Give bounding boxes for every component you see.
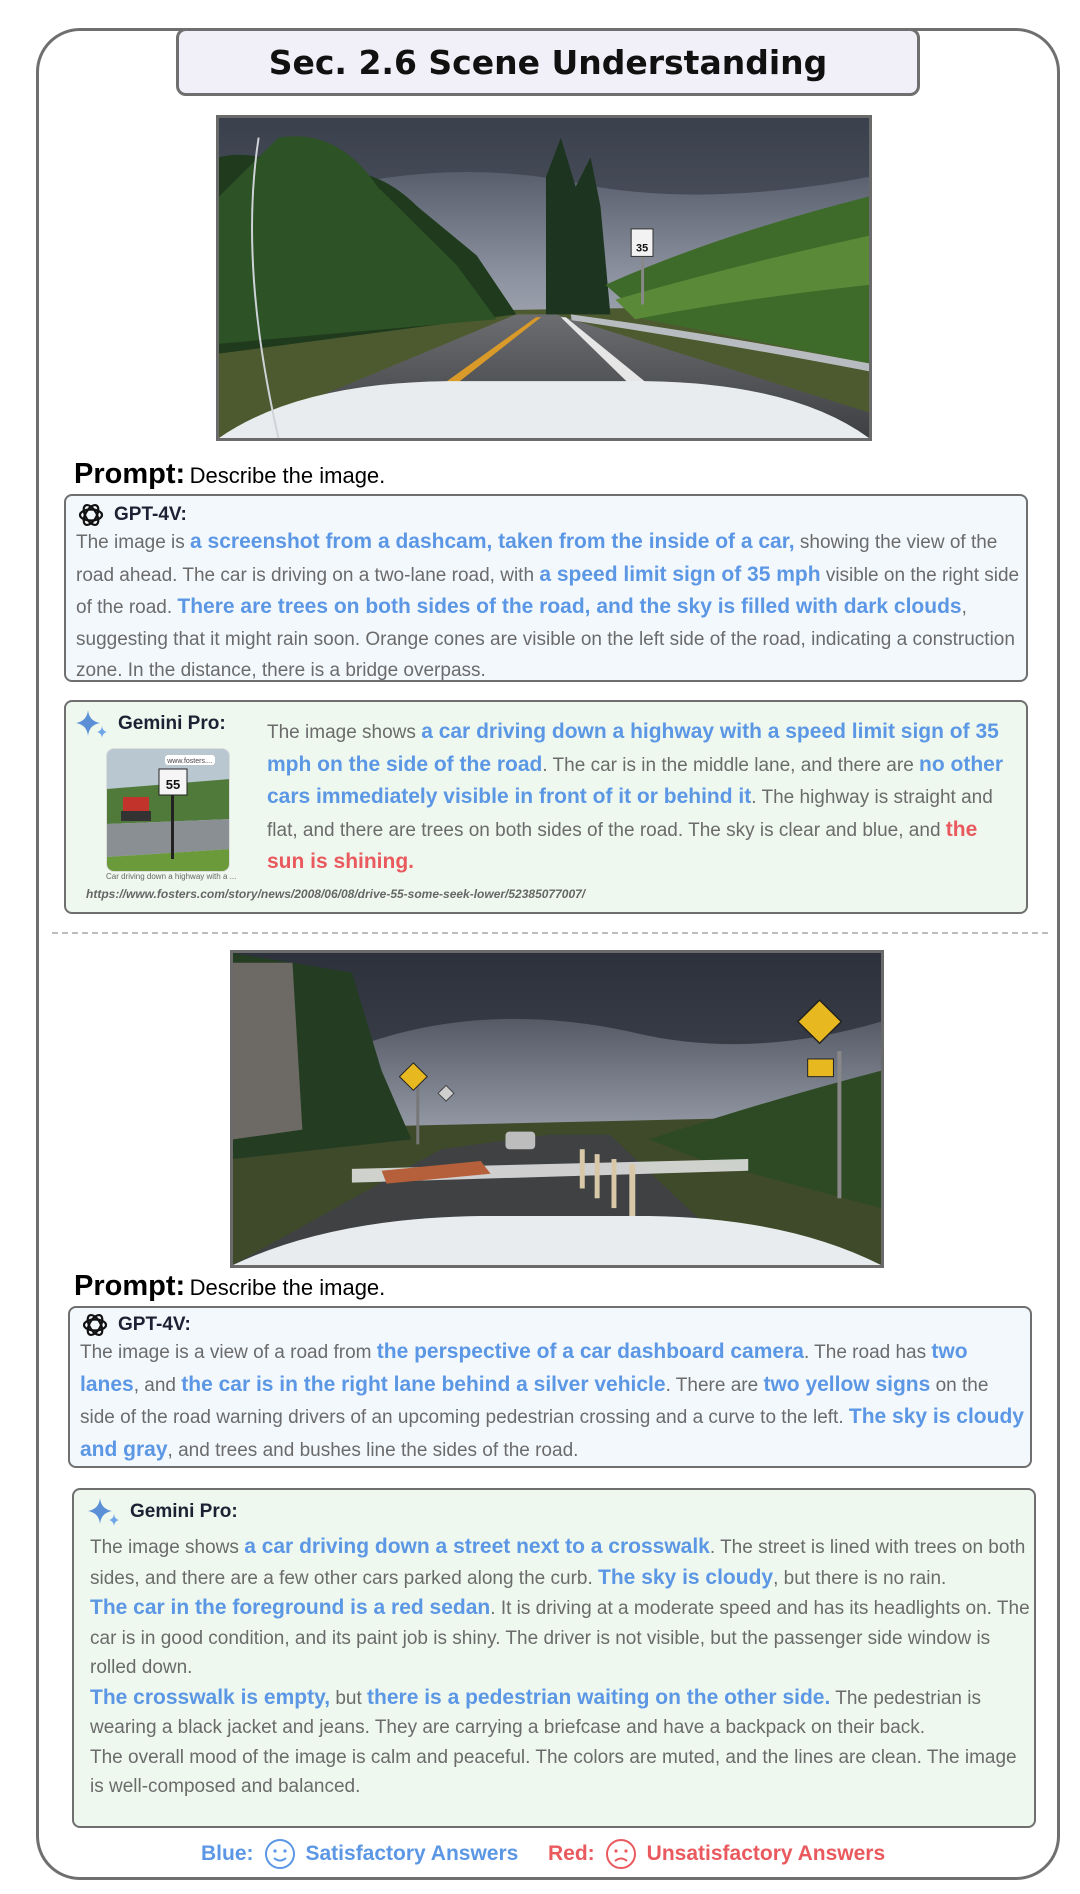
title-banner <box>176 28 920 96</box>
answer-paragraph <box>90 1743 1030 1802</box>
prompt-text: Describe the image. <box>189 463 386 488</box>
model-name: GPT-4V: <box>118 1314 191 1335</box>
answer-span: but <box>330 1687 368 1709</box>
section-divider <box>52 932 1048 934</box>
dashcam-road-speed-limit-image <box>216 115 872 441</box>
answer-span: The image shows <box>90 1537 245 1558</box>
gemini-header <box>86 1496 238 1528</box>
answer-paragraph <box>90 1532 1030 1593</box>
satisfactory-span: There are trees on both sides of the road, and the sky is filled with dark clouds <box>177 595 962 618</box>
satisfactory-span: a car driving down a street next to a crosswalk <box>244 1535 710 1558</box>
satisfactory-span: a screenshot from a dashcam, taken from the inside of a car, <box>190 530 795 553</box>
answer-span: The pedestrian is wearing a black jacket and jeans. They are carrying a briefcase and have a backpack on their back. <box>90 1687 981 1738</box>
answer-span: , but there is no rain. <box>773 1567 947 1589</box>
legend-blue-label: Blue: <box>201 1842 254 1865</box>
satisfactory-span: there is a pedestrian waiting on the other side. <box>367 1685 831 1709</box>
model-name: GPT-4V: <box>114 504 187 525</box>
answer-paragraph <box>90 1593 1030 1683</box>
retrieved-image-art <box>107 749 230 872</box>
gemini-sparkle-icon <box>86 1496 122 1528</box>
satisfactory-span: no other cars immediately visible in front of it or behind it <box>267 752 1004 808</box>
unsatisfactory-span: the sun is shining. <box>267 817 978 873</box>
prompt-2 <box>74 1270 385 1303</box>
gpt4v-answer-text-2 <box>80 1336 1024 1466</box>
legend-unsatisfactory <box>548 1838 885 1870</box>
model-name: Gemini Pro: <box>118 713 226 734</box>
speed-sign-text: 35 <box>636 242 649 255</box>
prompt-text: Describe the image. <box>189 1275 386 1300</box>
smiley-face-icon <box>264 1838 296 1870</box>
satisfactory-span: The sky is cloudy <box>598 1565 774 1589</box>
gemini-sparkle-icon <box>74 708 110 740</box>
answer-span: showing the view of the road ahead. The car is driving on a two-lane road, with <box>76 532 998 586</box>
satisfactory-span: the perspective of a car dashboard camera <box>376 1340 804 1363</box>
answer-span: . There are <box>665 1374 764 1396</box>
thumb-caption: Car driving down a highway with a ... <box>106 872 237 881</box>
gemini-answer-text-2 <box>90 1532 1030 1802</box>
source-url-link[interactable]: https://www.fosters.com/story/news/2008/06/08/drive-55-some-seek-lower/52385077007/ <box>86 887 586 901</box>
answer-span: . It is driving at a moderate speed and has its headlights on. The car is in good condition, and its paint job is shiny. The driver is not visible, but the passenger side window is rolled down. <box>90 1598 1030 1678</box>
gemini-answer-text-1 <box>267 716 1019 879</box>
dashcam-scene-1 <box>219 118 869 438</box>
prompt-label: Prompt: <box>74 458 186 490</box>
answer-span: on the side of the road warning drivers of an upcoming pedestrian crossing and a curve to the left. <box>80 1374 989 1428</box>
dashcam-crosswalk-pedestrian-signs-image <box>230 950 884 1268</box>
answer-span: , and <box>133 1374 182 1396</box>
prompt-label: Prompt: <box>74 1270 186 1302</box>
satisfactory-span: The sky is cloudy and gray <box>80 1405 1024 1461</box>
gemini-answer-card-2 <box>72 1488 1036 1828</box>
thumb-site-text: www.fosters.... <box>167 758 213 765</box>
answer-span: , suggesting that it might rain soon. Orange cones are visible on the left side of the road, indicating a construction zone. In the distance, there is a bridge overpass. <box>76 597 1015 681</box>
legend-blue-text: Satisfactory Answers <box>305 1842 519 1865</box>
legend-red-text: Unsatisfactory Answers <box>646 1842 886 1865</box>
gpt4v-answer-card-2 <box>68 1306 1032 1468</box>
answer-span: The image is a view of a road from <box>80 1342 377 1363</box>
model-name: Gemini Pro: <box>130 1501 238 1522</box>
answer-span: visible on the right side of the road. <box>76 564 1020 618</box>
answer-span: . The road has <box>803 1342 932 1363</box>
satisfactory-span: a speed limit sign of 35 mph <box>539 562 821 586</box>
answer-span: . The street is lined with trees on both sides, and there are a few other cars parked along the curb. <box>90 1537 1026 1589</box>
satisfactory-span: a car driving down a highway with a speed limit sign of 35 mph on the side of the road <box>267 720 999 776</box>
gpt4v-answer-card-1 <box>64 494 1028 682</box>
prompt-1 <box>74 458 385 491</box>
answer-span: The image shows <box>267 722 422 743</box>
satisfactory-span: two lanes <box>80 1340 968 1396</box>
legend <box>0 1838 1080 1872</box>
answer-span: . The highway is straight and flat, and there are trees on both sides of the road. The sky is clear and blue, and <box>267 787 993 841</box>
satisfactory-span: the car is in the right lane behind a silver vehicle <box>181 1372 666 1396</box>
answer-span: . The car is in the middle lane, and there are <box>542 754 920 776</box>
gpt4v-answer-text-1 <box>76 526 1020 687</box>
satisfactory-span: The car in the foreground is a red sedan <box>90 1596 491 1619</box>
legend-red-label: Red: <box>548 1842 595 1865</box>
satisfactory-span: The crosswalk is empty, <box>90 1685 331 1709</box>
sad-face-icon <box>605 1838 637 1870</box>
page-title: Sec. 2.6 Scene Understanding <box>268 42 828 82</box>
dashcam-scene-2 <box>233 953 881 1265</box>
legend-satisfactory <box>201 1838 518 1870</box>
retrieved-truck-speed-limit-55-image <box>106 748 230 872</box>
answer-span: , and trees and bushes line the sides of the road. <box>167 1439 579 1461</box>
gemini-header <box>74 708 226 740</box>
satisfactory-span: two yellow signs <box>763 1372 931 1396</box>
answer-paragraph <box>90 1683 1030 1743</box>
answer-span: The overall mood of the image is calm and peaceful. The colors are muted, and the lines are clean. The image is well-composed and balanced. <box>90 1746 1017 1797</box>
answer-span: The image is <box>76 532 191 553</box>
thumb-sign-text: 55 <box>165 777 181 792</box>
